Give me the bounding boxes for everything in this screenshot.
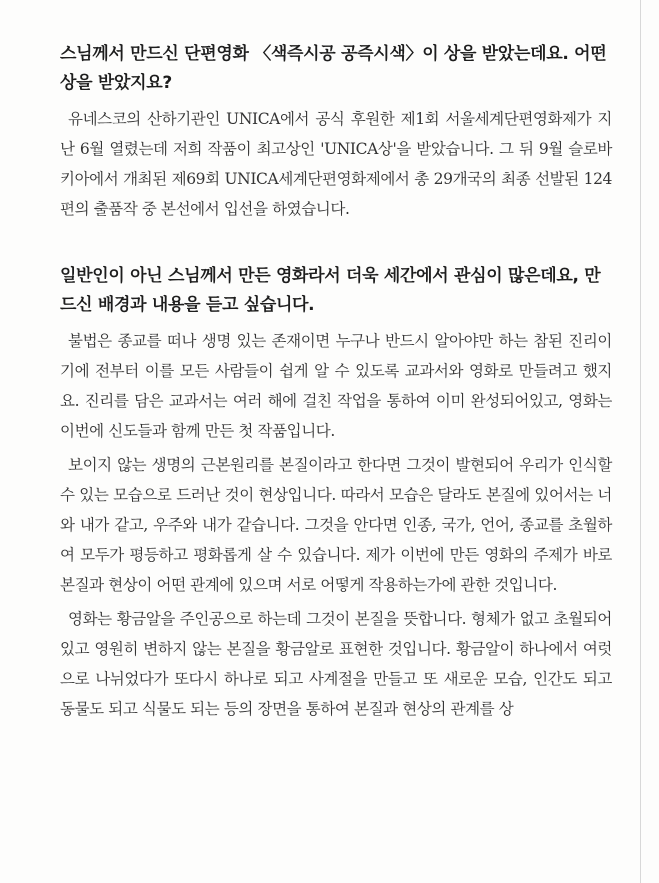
answer-2-paragraph-2: 보이지 않는 생명의 근본원리를 본질이라고 한다면 그것이 발현되어 우리가 인식할 수 있는 모습으로 드러난 것이 현상입니다. 따라서 모습은 달라도 본질에 있어서는 너와 내가 같고, 우주와 내가 같습니다. 그것을 안다면 인종, 국가, 언어, 종교를 초월하여 모두가 평등하고 평화롭게 살 수 있습니다. 제가 이번에 만든 영화의 주제가 바로 본질과 현상이 어떤 관계에 있으며 서로 어떻게 작용하는가에 관한 것입니다. — [60, 456, 612, 594]
interview-content — [60, 40, 612, 724]
question-2: 일반인이 아닌 스님께서 만든 영화라서 더욱 세간에서 관심이 많은데요, 만드신 배경과 내용을 듣고 싶습니다. — [60, 266, 601, 315]
interview-section-2 — [60, 262, 612, 724]
question-1: 스님께서 만드신 단편영화 〈색즉시공 공즉시색〉이 상을 받았는데요. 어떤 상을 받았지요? — [60, 44, 607, 93]
page-edge-line — [640, 0, 641, 883]
interview-section-1 — [60, 40, 612, 224]
answer-2-paragraph-1: 불법은 종교를 떠나 생명 있는 존재이면 누구나 반드시 알아야만 하는 참된 진리이기에 전부터 이를 모든 사람들이 쉽게 알 수 있도록 교과서와 영화로 만들려고 했지요. 진리를 담은 교과서는 여러 해에 걸친 작업을 통하여 이미 완성되어있고, 영화는 이번에 신도들과 함께 만든 첫 작품입니다. — [60, 332, 612, 440]
answer-1-paragraph-1: 유네스코의 산하기관인 UNICA에서 공식 후원한 제1회 서울세계단편영화제가 지난 6월 열렸는데 저희 작품이 최고상인 'UNICA상'을 받았습니다. 그 뒤 9월 슬로바키아에서 개최된 제69회 UNICA세계단편영화제에서 총 29개국의 최종 선발된 124편의 출품작 중 본선에서 입선을 하였습니다. — [60, 110, 612, 218]
answer-2-paragraph-3: 영화는 황금알을 주인공으로 하는데 그것이 본질을 뜻합니다. 형체가 없고 초월되어 있고 영원히 변하지 않는 본질을 황금알로 표현한 것입니다. 황금알이 하나에서 여럿으로 나뉘었다가 또다시 하나로 되고 사계절을 만들고 또 새로운 모습, 인간도 되고 동물도 되고 식물도 되는 등의 장면을 통하여 본질과 현상의 관계를 상 — [60, 610, 612, 718]
section-spacer — [60, 224, 612, 262]
